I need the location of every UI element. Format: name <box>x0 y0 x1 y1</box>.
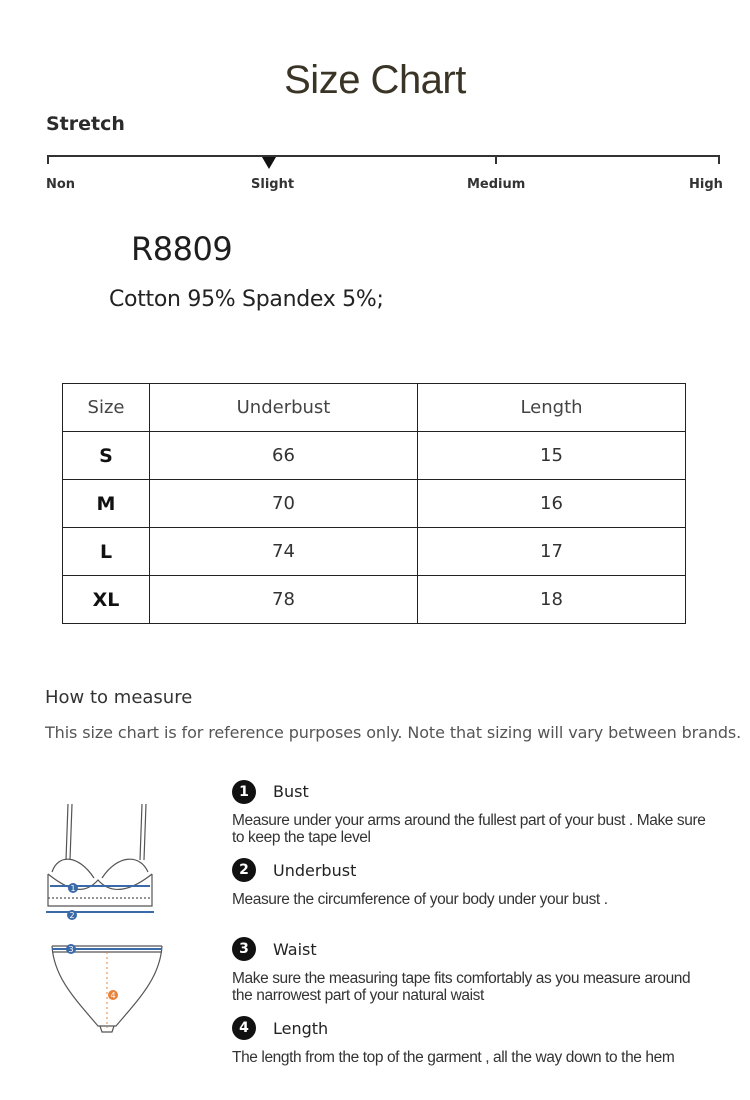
step-1-number-icon: 1 <box>232 780 256 804</box>
step-4-title: Length <box>273 1019 329 1038</box>
stretch-selected-marker-icon <box>262 157 276 169</box>
stretch-label-medium: Medium <box>467 177 526 192</box>
brief-marker-4: 4 <box>110 991 116 1000</box>
step-3-description: Make sure the measuring tape fits comfortably as you measure around the narrowest part of your natural waist <box>232 970 691 1004</box>
underbust-cell: 70 <box>150 480 418 528</box>
underbust-cell: 78 <box>150 576 418 624</box>
how-to-measure-heading: How to measure <box>45 687 193 708</box>
step-1-title: Bust <box>273 782 309 801</box>
step-3-title: Waist <box>273 940 317 959</box>
table-row <box>63 432 686 480</box>
step-4-number-icon: 4 <box>232 1016 256 1040</box>
size-table <box>62 383 686 624</box>
stretch-tick-non <box>47 155 49 164</box>
size-disclaimer: This size chart is for reference purposes only. Note that sizing will vary between brands. <box>45 723 742 742</box>
step-2-number-icon: 2 <box>232 858 256 882</box>
length-cell: 18 <box>418 576 686 624</box>
underbust-cell: 66 <box>150 432 418 480</box>
step-2-description: Measure the circumference of your body under your bust . <box>232 891 608 908</box>
size-cell: M <box>63 480 150 528</box>
brief-measure-illustration-icon <box>46 938 168 1038</box>
bra-measure-illustration-icon <box>44 800 156 922</box>
stretch-label-slight: Slight <box>251 177 295 192</box>
step-4-description: The length from the top of the garment , all the way down to the hem <box>232 1049 675 1066</box>
table-header-row <box>63 384 686 432</box>
step-3-number-icon: 3 <box>232 937 256 961</box>
step-2-title: Underbust <box>273 861 357 880</box>
bra-marker-2: 2 <box>69 911 75 920</box>
length-cell: 17 <box>418 528 686 576</box>
table-row <box>63 576 686 624</box>
header-underbust: Underbust <box>150 384 418 432</box>
size-cell: S <box>63 432 150 480</box>
stretch-label-non: Non <box>46 177 76 192</box>
table-row <box>63 528 686 576</box>
stretch-tick-high <box>718 155 720 164</box>
stretch-heading: Stretch <box>46 113 125 135</box>
size-cell: L <box>63 528 150 576</box>
header-size: Size <box>63 384 150 432</box>
stretch-tick-medium <box>495 155 497 164</box>
header-length: Length <box>418 384 686 432</box>
step-1-description: Measure under your arms around the fullest part of your bust . Make sure to keep the tape level <box>232 812 706 846</box>
stretch-scale-line <box>47 155 720 157</box>
size-cell: XL <box>63 576 150 624</box>
underbust-cell: 74 <box>150 528 418 576</box>
brief-marker-3: 3 <box>68 945 74 954</box>
page-title: Size Chart <box>284 58 466 102</box>
stretch-label-high: High <box>689 177 723 192</box>
table-row <box>63 480 686 528</box>
bra-marker-1: 1 <box>70 884 76 893</box>
product-code: R8809 <box>131 230 233 268</box>
length-cell: 15 <box>418 432 686 480</box>
length-cell: 16 <box>418 480 686 528</box>
material-composition: Cotton 95% Spandex 5%; <box>109 287 384 312</box>
